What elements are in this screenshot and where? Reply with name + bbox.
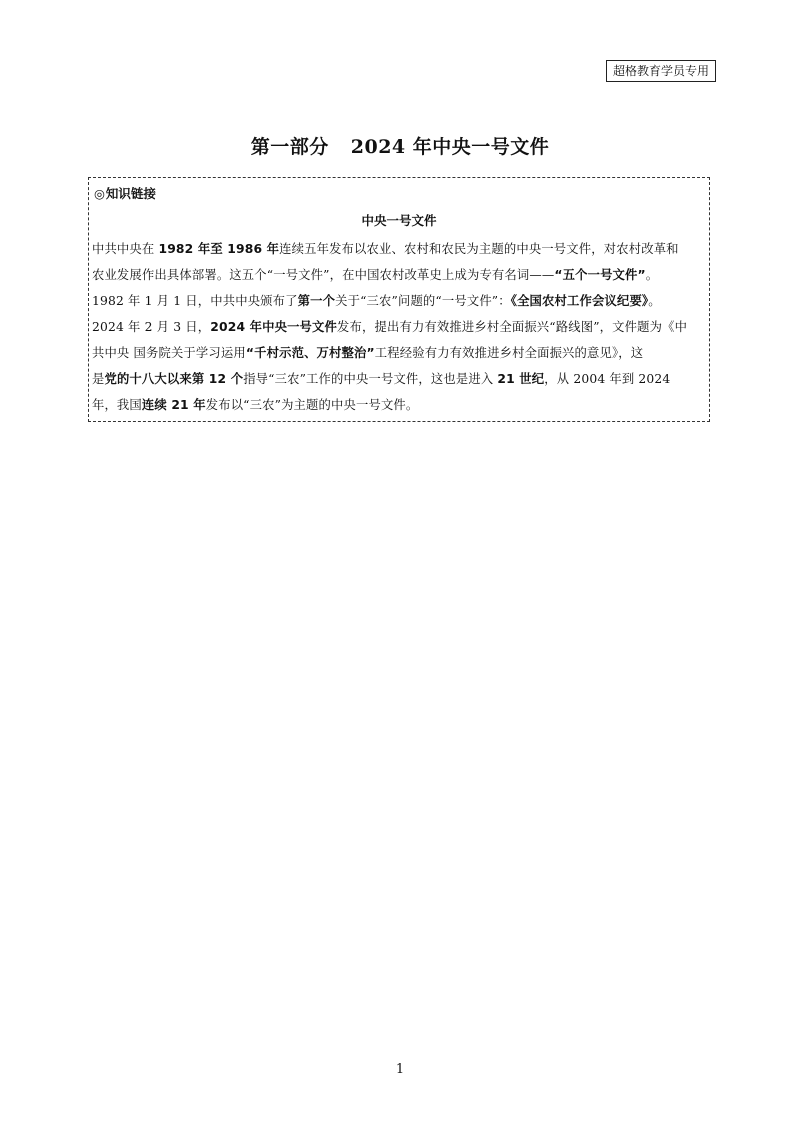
emphasized-text: 党的十八大以来第 12 个 <box>104 371 244 386</box>
body-text: 关于“三农”问题的“一号文件”： <box>335 293 511 308</box>
emphasized-text: 第一个 <box>297 293 336 308</box>
body-text: 指导“三农”工作的中央一号文件，这也是进入 <box>243 371 498 386</box>
page-title <box>0 132 800 159</box>
emphasized-text: 21 世纪 <box>497 371 545 386</box>
text-line <box>89 340 703 366</box>
emphasized-text: 《全国农村工作会议纪要》 <box>510 293 649 308</box>
box-heading-label: 知识链接 <box>105 186 156 201</box>
emphasized-text: “五个一号文件” <box>554 267 646 282</box>
body-text: 。 <box>645 267 659 282</box>
page-number: 1 <box>395 1062 405 1077</box>
part-label: 第一部分 <box>250 136 329 158</box>
body-text: 发布，提出有力有效推进乡村全面振兴“路线图”，文件题为《中 <box>337 319 688 334</box>
text-line <box>89 236 703 262</box>
box-title: 中央一号文件 <box>361 213 437 228</box>
emphasized-text: “千村示范、万村整治” <box>245 345 375 360</box>
body-text: 发布以“三农”为主题的中央一号文件。 <box>205 397 419 412</box>
body-text: 2024 年 2 月 3 日， <box>91 319 211 334</box>
body-text: 工程经验有力有效推进乡村全面振兴的意见》，这 <box>374 345 644 360</box>
body-text: 。 <box>648 293 661 308</box>
text-line <box>89 392 703 418</box>
body-text: 年，我国 <box>91 397 142 412</box>
member-only-stamp: 超格教育学员专用 <box>606 60 716 82</box>
text-line <box>89 366 703 392</box>
box-heading <box>94 184 156 202</box>
knowledge-link-box <box>88 177 710 422</box>
double-circle-icon: ◎ <box>94 186 105 201</box>
body-text: 是 <box>91 371 105 386</box>
body-text: 1982 年 1 月 1 日，中共中央颁布了 <box>91 293 298 308</box>
text-line <box>89 262 703 288</box>
subject-label: 2024 年中央一号文件 <box>350 136 550 158</box>
body-text: 农业发展作出具体部署。这五个“一号文件”，在中国农村改革史上成为专有名词—— <box>91 267 555 282</box>
emphasized-text: 1982 年至 1986 年 <box>158 241 280 256</box>
text-line <box>89 314 703 340</box>
emphasized-text: 2024 年中央一号文件 <box>210 319 338 334</box>
body-text: 中共中央在 <box>91 241 159 256</box>
text-line <box>89 288 703 314</box>
emphasized-text: 连续 21 年 <box>141 397 206 412</box>
body-text: 共中央 国务院关于学习运用 <box>91 345 246 360</box>
box-paragraph <box>89 236 711 418</box>
body-text: 连续五年发布以农业、农村和农民为主题的中央一号文件，对农村改革和 <box>279 241 679 256</box>
body-text: ，从 2004 年到 2024 <box>544 371 671 386</box>
